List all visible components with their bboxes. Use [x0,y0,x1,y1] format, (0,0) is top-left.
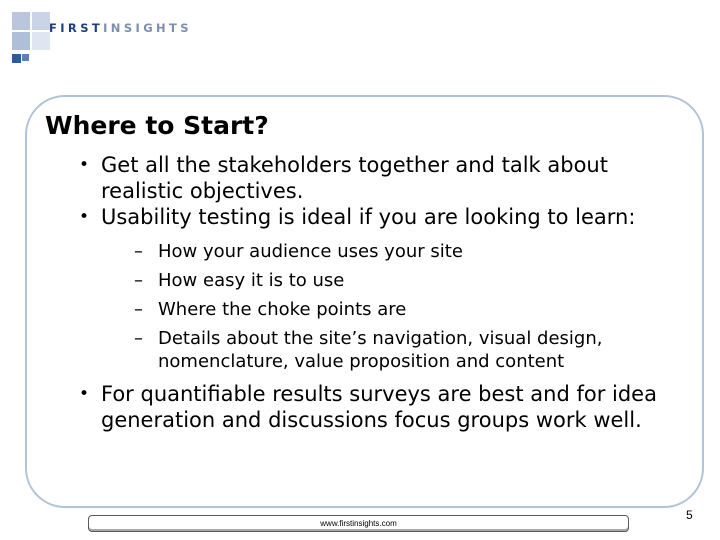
footer-url[interactable]: www.firstinsights.com [320,519,397,528]
bullet-item [76,152,676,204]
slide-title: Where to Start? [45,111,269,140]
sub-bullet-item [134,240,676,263]
bullet-icon: • [79,155,90,175]
dash-icon: – [134,299,143,320]
dash-icon: – [134,270,143,291]
logo-square [12,12,30,30]
sub-bullet-item [134,298,676,321]
logo-square [12,32,30,50]
company-logo [12,12,212,72]
logo-first: FIRST [49,21,104,35]
logo-square [22,54,29,61]
dash-icon: – [134,241,143,262]
sub-bullet-text: Where the choke points are [158,299,407,320]
dash-icon: – [134,328,143,349]
logo-insights: INSIGHTS [103,21,192,35]
bullet-item [76,204,676,373]
logo-square [12,54,21,63]
bullet-text: Usability testing is ideal if you are looking to learn: [101,205,636,229]
sub-bullet-item [134,327,676,373]
bullet-list [76,152,676,433]
bullet-icon: • [79,207,90,227]
logo-square [32,12,50,30]
logo-wordmark [49,21,192,35]
sub-bullet-list [101,240,676,373]
bullet-text: Get all the stakeholders together and talk about realistic objectives. [101,153,608,203]
footer-bar [88,515,629,532]
page-number: 5 [686,508,693,522]
logo-square [32,32,50,50]
sub-bullet-text: How easy it is to use [158,270,345,291]
bullet-icon: • [79,384,90,404]
bullet-text: For quantifiable results surveys are best and for idea generation and discussions focus groups work well. [101,382,657,432]
sub-bullet-text: Details about the site’s navigation, visual design, nomenclature, value proposition and content [158,328,603,372]
sub-bullet-text: How your audience uses your site [158,241,463,262]
bullet-item [76,381,676,433]
sub-bullet-item [134,269,676,292]
